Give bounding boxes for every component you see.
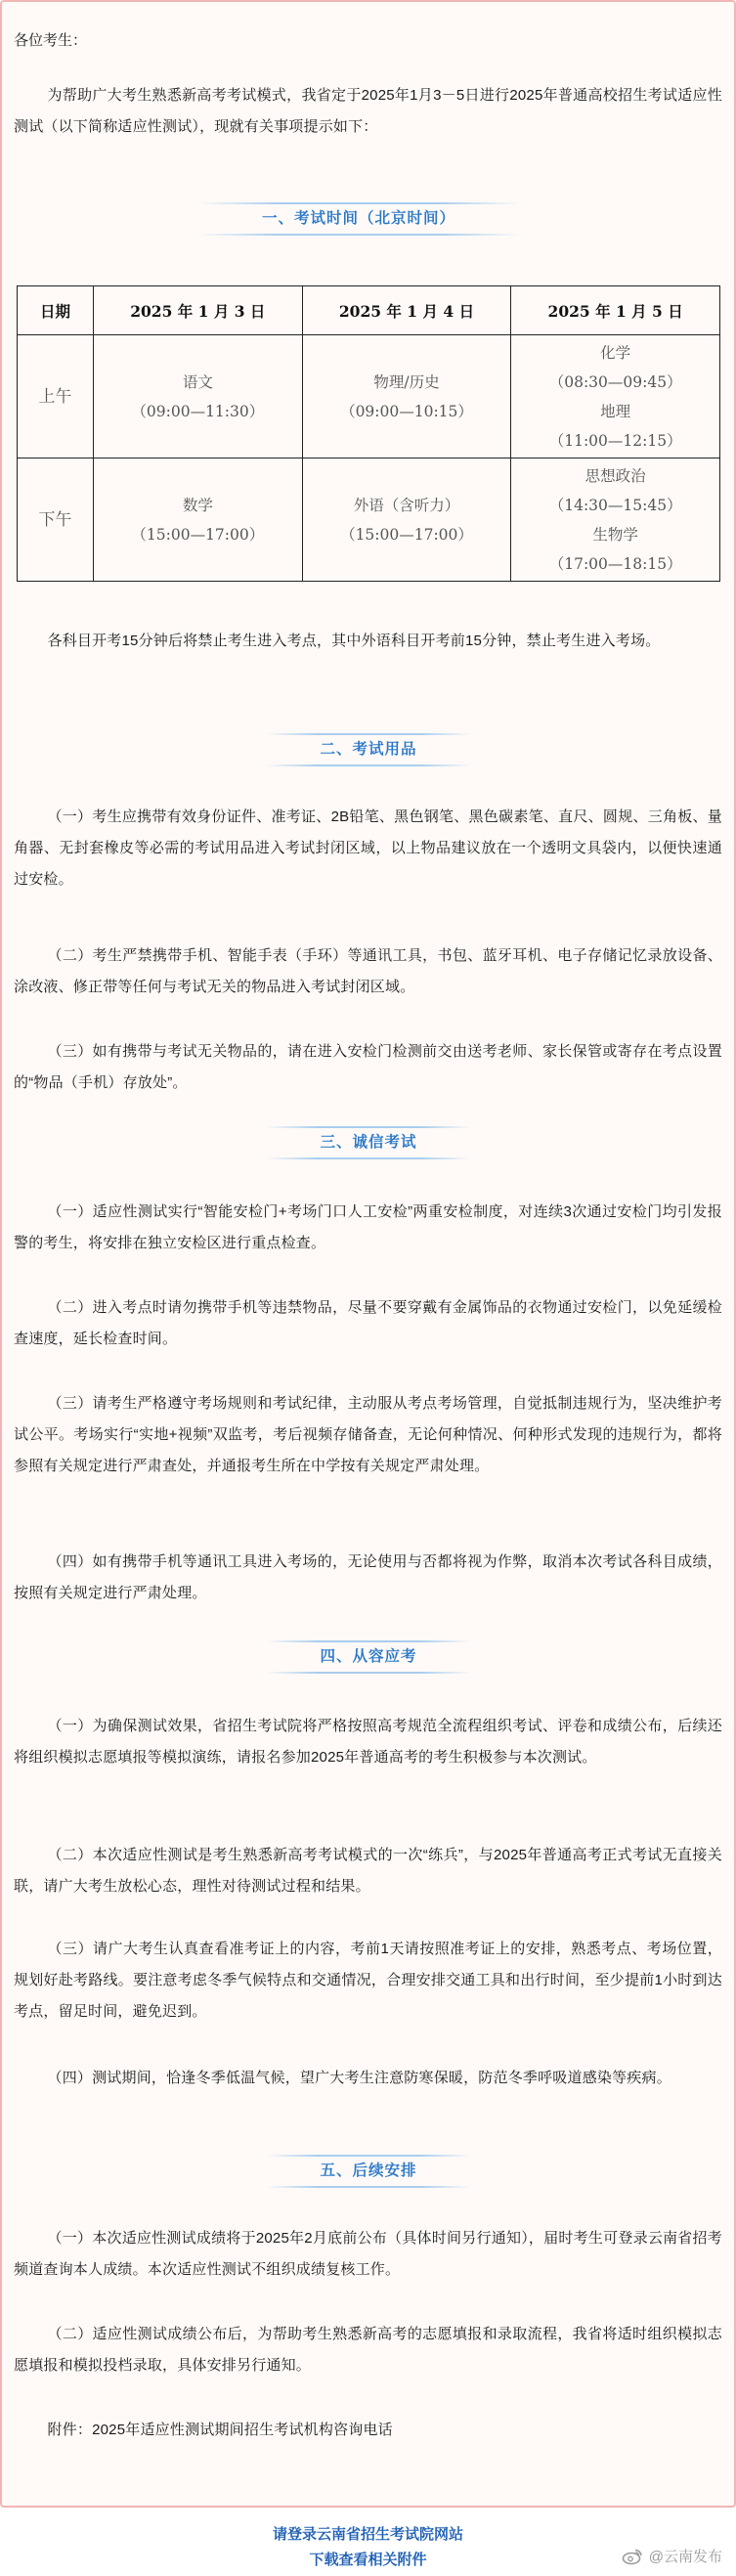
intro-paragraph: 为帮助广大考生熟悉新高考考试模式，我省定于2025年1月3－5日进行2025年普通高校招生考试适应性测试（以下简称适应性测试），现就有关事项提示如下： — [14, 87, 722, 135]
composure-paragraph-4: （四）测试期间，恰逢冬季低温气候，望广大考生注意防寒保暖，防范冬季呼吸道感染等疾病。 — [47, 2070, 671, 2086]
exam-schedule-table — [17, 285, 720, 582]
subject-name: 生物学 — [592, 525, 638, 544]
header-day1: 2025 年 1 月 3 日 — [94, 286, 303, 335]
weibo-icon — [622, 2548, 643, 2565]
login-website-link[interactable]: 请登录云南省招生考试院网站 — [272, 2526, 463, 2543]
subject-name: 物理/历史 — [373, 372, 440, 391]
cell-afternoon-day1 — [94, 458, 303, 582]
composure-paragraph-2: （二）本次适应性测试是考生熟悉新高考考试模式的一次“练兵”，与2025年普通高考正式考试无直接关联，请广大考生放松心态，理性对待测试过程和结果。 — [14, 1847, 722, 1895]
header-day3: 2025 年 1 月 5 日 — [511, 286, 720, 335]
subject-name: 地理 — [600, 402, 631, 420]
cell-afternoon-day3 — [511, 458, 720, 582]
subject-name: 化学 — [600, 343, 631, 362]
attachment-line: 附件：2025年适应性测试期间招生考试机构咨询电话 — [47, 2422, 393, 2438]
cell-morning-day3 — [511, 335, 720, 458]
cell-morning-day1 — [94, 335, 303, 458]
follow-up-paragraph-1: （一）本次适应性测试成绩将于2025年2月底前公布（具体时间另行通知），届时考生可登录云南省招考频道查询本人成绩。本次适应性测试不组织成绩复核工作。 — [14, 2230, 722, 2278]
table-row-afternoon — [18, 458, 720, 582]
follow-up-paragraph-2: （二）适应性测试成绩公布后，为帮助考生熟悉新高考的志愿填报和录取流程，我省将适时组织模拟志愿填报和模拟投档录取，具体安排另行通知。 — [14, 2326, 722, 2374]
subject-time: （09:00—10:15） — [340, 402, 473, 420]
header-day2: 2025 年 1 月 4 日 — [302, 286, 511, 335]
cell-afternoon-day2 — [302, 458, 511, 582]
subject-time: （14:30—15:45） — [548, 496, 682, 514]
subject-name: 外语（含听力） — [353, 496, 460, 514]
integrity-paragraph-3: （三）请考生严格遵守考场规则和考试纪律，主动服从考点考场管理，自觉抵制违规行为，坚决维护考试公平。考场实行“实地+视频”双监考，考后视频存储备查，无论何种情况、何种形式发现的违规行为，都将参照有关规定进行严肃查处，并通报考生所在中学按有关规定严肃处理。 — [14, 1395, 722, 1474]
header-date: 日期 — [18, 286, 94, 335]
subject-time: （15:00—17:00） — [131, 525, 265, 544]
supplies-paragraph-2: （二）考生严禁携带手机、智能手表（手环）等通讯工具，书包、蓝牙耳机、电子存储记忆录放设备、涂改液、修正带等任何与考试无关的物品进入考试封闭区域。 — [14, 947, 722, 995]
table-row-morning — [18, 335, 720, 458]
subject-name: 数学 — [182, 496, 213, 514]
supplies-paragraph-1: （一）考生应携带有效身份证件、准考证、2B铅笔、黑色钢笔、黑色碳素笔、直尺、圆规、三角板、量角器、无封套橡皮等必需的考试用品进入考试封闭区域，以上物品建议放在一个透明文具袋内，以便快速通过安检。 — [14, 808, 722, 888]
after-table-paragraph: 各科目开考15分钟后将禁止考生进入考点，其中外语科目开考前15分钟，禁止考生进入考场。 — [47, 633, 661, 649]
subject-time: （11:00—12:15） — [548, 431, 682, 450]
supplies-paragraph-3: （三）如有携带与考试无关物品的，请在进入安检门检测前交由送考老师、家长保管或寄存在考点设置的“物品（手机）存放处”。 — [14, 1043, 722, 1091]
watermark-text: @云南发布 — [648, 2549, 722, 2565]
subject-name: 语文 — [182, 372, 213, 391]
subject-time: （08:30—09:45） — [548, 372, 682, 391]
section-title-follow-up: 五、后续安排 — [266, 2155, 471, 2188]
subject-name: 思想政治 — [584, 466, 646, 485]
download-attachment-link[interactable]: 下载查看相关附件 — [309, 2552, 427, 2568]
section-title-supplies: 二、考试用品 — [266, 733, 471, 766]
subject-time: （15:00—17:00） — [340, 525, 473, 544]
integrity-paragraph-4: （四）如有携带手机等通讯工具进入考场的，无论使用与否都将视为作弊，取消本次考试各科目成绩，按照有关规定进行严肃处理。 — [14, 1553, 722, 1601]
cell-morning-day2 — [302, 335, 511, 458]
section-title-exam-time: 一、考试时间（北京时间） — [197, 202, 520, 236]
composure-paragraph-1: （一）为确保测试效果，省招生考试院将严格按照高考规范全流程组织考试、评卷和成绩公布，后续还将组织模拟志愿填报等模拟演练，请报名参加2025年普通高考的考生积极参与本次测试。 — [14, 1718, 722, 1766]
greeting: 各位考生： — [14, 32, 88, 49]
section-title-integrity: 三、诚信考试 — [266, 1126, 471, 1159]
integrity-paragraph-2: （二）进入考点时请勿携带手机等违禁物品，尽量不要穿戴有金属饰品的衣物通过安检门，以免延缓检查速度，延长检查时间。 — [14, 1299, 722, 1347]
integrity-paragraph-1: （一）适应性测试实行“智能安检门+考场门口人工安检”两重安检制度，对连续3次通过安检门均引发报警的考生，将安排在独立安检区进行重点检查。 — [14, 1203, 722, 1251]
composure-paragraph-3: （三）请广大考生认真查看准考证上的内容，考前1天请按照准考证上的安排，熟悉考点、考场位置，规划好赴考路线。要注意考虑冬季气候特点和交通情况，合理安排交通工具和出行时间，至少提前1小时到达考点，留足时间，避免迟到。 — [14, 1941, 722, 2020]
subject-time: （17:00—18:15） — [548, 554, 682, 573]
section-title-composure: 四、从容应考 — [266, 1640, 471, 1674]
weibo-watermark — [622, 2546, 722, 2566]
subject-time: （09:00—11:30） — [131, 402, 265, 420]
period-afternoon: 下午 — [18, 458, 94, 582]
period-morning: 上午 — [18, 335, 94, 458]
